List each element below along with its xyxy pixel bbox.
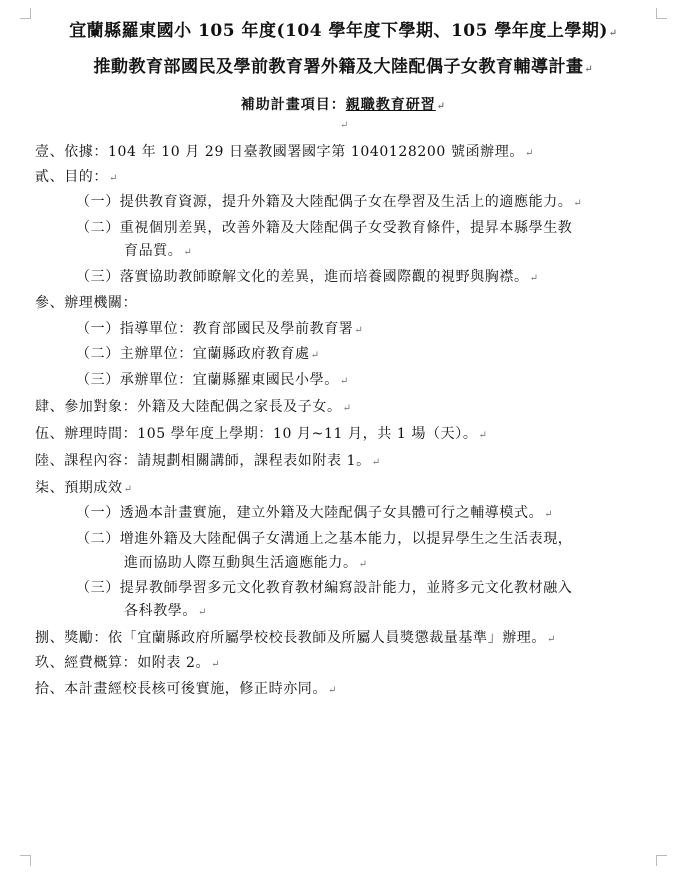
purpose-item: （二）重視個別差異，改善外籍及大陸配偶子女受教育條件，提昇本縣學生教 bbox=[76, 220, 573, 236]
paragraph-mark-icon: ↵ bbox=[436, 101, 447, 112]
organizer-item: （二）主辦單位：宜蘭縣政府教育處↵ bbox=[76, 346, 320, 362]
paragraph-mark-icon: ↵ bbox=[544, 509, 554, 520]
paragraph-mark-icon: ↵ bbox=[342, 403, 352, 414]
paragraph-mark-icon: ↵ bbox=[109, 173, 118, 184]
section-approval: 拾、本計畫經校長核可後實施，修正時亦同。↵ bbox=[35, 681, 337, 697]
section-participants: 肆、參加對象：外籍及大陸配偶之家長及子女。↵ bbox=[35, 399, 352, 415]
paragraph-mark-icon: ↵ bbox=[183, 247, 193, 258]
margin-corner-mark bbox=[20, 855, 31, 866]
purpose-item-continuation: 育品質。↵ bbox=[124, 243, 193, 259]
outcome-item: （一）透過本計畫實施，建立外籍及大陸配偶子女具體可行之輔導模式。↵ bbox=[76, 505, 554, 521]
section-rewards: 捌、獎勵：依「宜蘭縣政府所屬學校校長教師及所屬人員獎懲裁量基準」辦理。↵ bbox=[35, 630, 556, 646]
purpose-item: （一）提供教育資源，提升外籍及大陸配偶子女在學習及生活上的適應能力。↵ bbox=[76, 194, 583, 210]
outcome-item: （二）增進外籍及大陸配偶子女溝通上之基本能力，以提昇學生之生活表現， bbox=[76, 531, 573, 547]
paragraph-mark-icon: ↵ bbox=[211, 659, 221, 670]
paragraph-mark-icon: ↵ bbox=[123, 484, 133, 495]
outcome-item-continuation: 進而協助人際互動與生活適應能力。↵ bbox=[124, 555, 368, 571]
section-organizers: 參、辦理機關： bbox=[35, 295, 138, 311]
paragraph-mark-icon: ↵ bbox=[547, 634, 556, 645]
paragraph-mark-icon: ↵ bbox=[358, 559, 368, 570]
outcome-item-continuation: 各科教學。↵ bbox=[124, 603, 207, 619]
section-basis: 壹、依據：104 年 10 月 29 日臺教國署國字第 1040128200 號函辦理。↵ bbox=[35, 144, 534, 160]
paragraph-mark-icon: ↵ bbox=[339, 376, 349, 387]
section-purpose: 貳、目的：↵ bbox=[35, 169, 118, 185]
paragraph-mark-icon: ↵ bbox=[524, 148, 534, 159]
organizer-item: （一）指導單位：教育部國民及學前教育署↵ bbox=[76, 321, 364, 337]
section-expected-outcomes: 柒、預期成效↵ bbox=[35, 480, 133, 496]
section-course-content: 陸、課程內容：請規劃相關講師，課程表如附表 1。↵ bbox=[35, 453, 381, 469]
outcome-item: （三）提昇教師學習多元文化教育教材編寫設計能力，並將多元文化教材融入 bbox=[76, 580, 573, 596]
paragraph-mark-icon: ↵ bbox=[584, 64, 594, 75]
paragraph-mark-icon: ↵ bbox=[328, 685, 337, 696]
paragraph-mark-icon: ↵ bbox=[198, 607, 207, 618]
paragraph-mark-icon: ↵ bbox=[354, 325, 364, 336]
subsidy-project-heading: 補助計畫項目：親職教育研習↵ bbox=[240, 97, 447, 113]
paragraph-mark-icon: ↵ bbox=[340, 120, 349, 131]
paragraph-mark-icon: ↵ bbox=[310, 350, 320, 361]
paragraph-mark-icon: ↵ bbox=[478, 430, 488, 441]
document-title-line-1: 宜蘭縣羅東國小 105 年度(104 學年度下學期、105 學年度上學期)↵ bbox=[69, 21, 618, 41]
section-budget: 玖、經費概算：如附表 2。↵ bbox=[35, 655, 221, 671]
organizer-item: （三）承辦單位：宜蘭縣羅東國民小學。↵ bbox=[76, 372, 349, 388]
paragraph-mark-icon: ↵ bbox=[573, 198, 583, 209]
document-title-line-2: 推動教育部國民及學前教育署外籍及大陸配偶子女教育輔導計畫↵ bbox=[93, 57, 594, 77]
purpose-item: （三）落實協助教師瞭解文化的差異，進而培養國際觀的視野與胸襟。↵ bbox=[76, 269, 539, 285]
paragraph-mark-icon: ↵ bbox=[371, 457, 381, 468]
paragraph-mark-icon: ↵ bbox=[529, 273, 539, 284]
paragraph-mark-icon: ↵ bbox=[608, 28, 618, 39]
section-schedule: 伍、辦理時間：105 學年度上學期：10 月~11 月，共 1 場（天）。↵ bbox=[35, 426, 488, 442]
margin-corner-mark bbox=[656, 855, 667, 866]
